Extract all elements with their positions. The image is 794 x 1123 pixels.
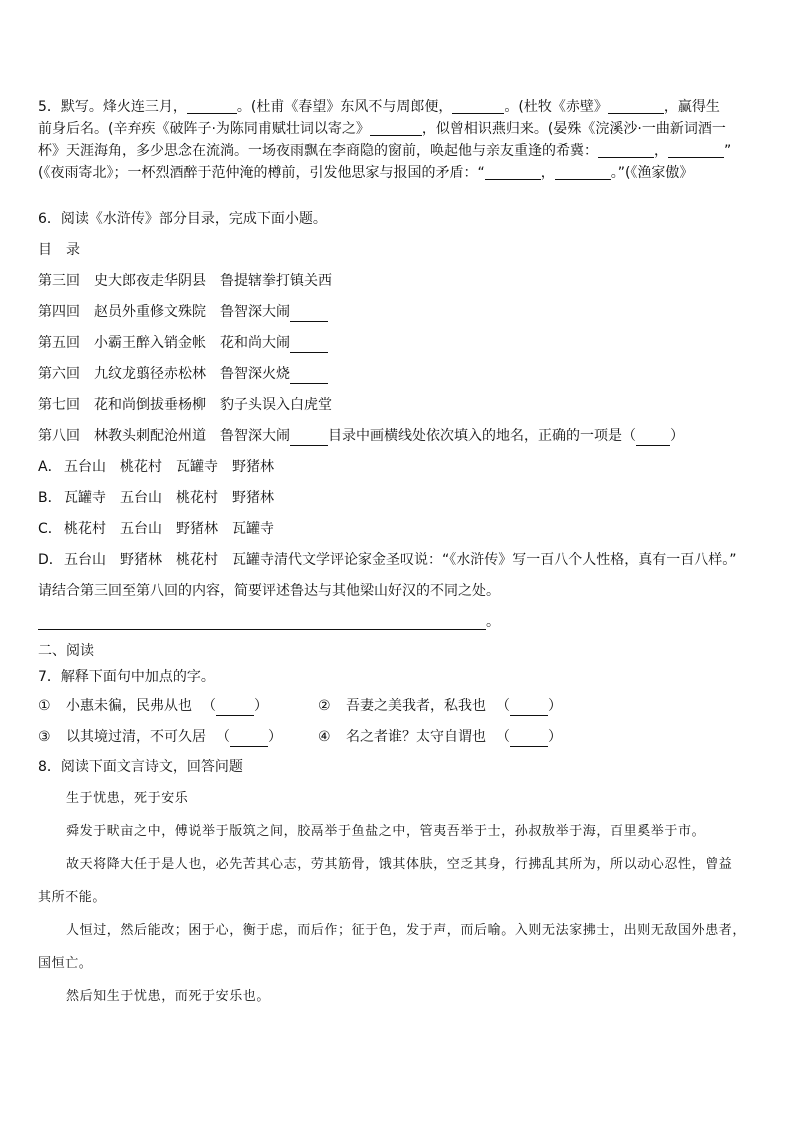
toc-row-with-question <box>38 421 758 452</box>
option-c[interactable] <box>38 514 758 545</box>
toc-row <box>38 390 758 421</box>
passage-paragraph: 人恒过，然后能改；困于心，衡于虑，而后作；征于色，发于声，而后喻。入则无法家拂士，出则无敌国外患者， <box>66 923 747 938</box>
toc-row <box>38 297 758 328</box>
toc-chapter-title-2: 鲁提辖拳打镇关西 <box>220 273 332 289</box>
option-label: C． <box>38 521 62 537</box>
passage-paragraph: 然后知生于忧患，而死于安乐也。 <box>66 989 271 1004</box>
item-number: ① <box>38 698 51 714</box>
option-text: 五台山 野猪林 桃花村 瓦罐寺清代文学评论家金圣叹说：“《水浒传》写一百八个人性格，真有一百八样。” <box>64 552 737 568</box>
q5-blank[interactable] <box>370 121 422 136</box>
item-text: 名之者谁？太守自谓也 <box>346 729 486 745</box>
q7-row <box>38 722 758 753</box>
toc-chapter-number: 第七回 <box>38 397 80 413</box>
q6-intro: 6．阅读《水浒传》部分目录，完成下面小题。 <box>38 211 327 227</box>
q5-text: ” <box>724 143 732 159</box>
toc-row <box>38 359 758 390</box>
toc-chapter-title-1: 九纹龙翦径赤松林 <box>94 366 206 382</box>
toc-chapter-title-2: 花和尚大闹 <box>220 335 290 351</box>
passage-paragraph-continued: 国恒亡。 <box>38 956 93 971</box>
answer-blank[interactable] <box>38 615 486 630</box>
toc-blank[interactable] <box>290 307 328 322</box>
exam-page <box>38 96 758 1013</box>
paren-open: （ <box>496 698 510 714</box>
toc-row <box>38 328 758 359</box>
paren-close: ） <box>254 698 268 714</box>
paren-close: ） <box>548 729 562 745</box>
section-title: 二、阅读 <box>38 643 94 659</box>
toc-chapter-number: 第六回 <box>38 366 80 382</box>
paren-close: ） <box>268 729 282 745</box>
item-number: ④ <box>318 729 331 745</box>
q7-item <box>38 722 318 753</box>
q5-text: 杯》天涯海角，多少思念在流淌。一场夜雨飘在李商隐的窗前，唤起他与亲友重逢的希冀： <box>38 143 598 159</box>
q7-intro: 7．解释下面句中加点的字。 <box>38 669 215 685</box>
q5-blank[interactable] <box>485 165 541 180</box>
passage-paragraph: 舜发于畎亩之中，傅说举于版筑之间，胶鬲举于鱼盐之中，管夷吾举于士，孙叔敖举于海，百里奚举于市。 <box>66 824 706 839</box>
option-b[interactable] <box>38 483 758 514</box>
toc-chapter-title-1: 史大郎夜走华阴县 <box>94 273 206 289</box>
toc-chapter-title-1: 赵员外重修文殊院 <box>94 304 206 320</box>
question-5 <box>38 96 758 184</box>
answer-blank[interactable] <box>510 701 548 716</box>
item-number: ② <box>318 698 331 714</box>
q5-text: ，赢得生 <box>663 99 720 115</box>
toc-chapter-number: 第八回 <box>38 428 80 444</box>
q7-row <box>38 691 758 722</box>
item-text: 吾妻之美我者，私我也 <box>346 698 486 714</box>
option-label: A． <box>38 459 62 475</box>
q5-blank[interactable] <box>555 165 611 180</box>
q5-line-3 <box>38 140 758 162</box>
answer-period: 。 <box>486 614 500 630</box>
passage-title: 生于忧患，死于安乐 <box>66 791 189 806</box>
option-text: 桃花村 五台山 野猪林 瓦罐寺 <box>64 521 274 537</box>
question-6 <box>38 204 758 638</box>
paren-open: （ <box>496 729 510 745</box>
passage-paragraph-continued: 其所不能。 <box>38 890 107 905</box>
q5-line-4 <box>38 162 758 184</box>
q5-blank[interactable] <box>668 143 724 158</box>
q5-line-2 <box>38 118 758 140</box>
toc-blank[interactable] <box>290 431 328 446</box>
item-text: 以其境过清，不可久居 <box>66 729 206 745</box>
question-8 <box>38 753 758 1013</box>
option-label: D． <box>38 552 63 568</box>
toc-chapter-title-1: 花和尚倒拔垂杨柳 <box>94 397 206 413</box>
toc-chapter-title-2: 鲁智深火烧 <box>220 366 290 382</box>
q5-blank[interactable] <box>452 99 504 114</box>
q5-text: ，似曾相识燕归来。(晏殊《浣溪沙·一曲新词酒一 <box>421 121 726 137</box>
q6-paren-close: ） <box>670 428 684 444</box>
q6-follow-up: 请结合第三回至第八回的内容，简要评述鲁达与其他梁山好汉的不同之处。 <box>38 583 500 599</box>
option-d[interactable] <box>38 545 758 576</box>
q5-text: ， <box>654 143 668 159</box>
q5-text: 。”(《渔家傲》 <box>610 165 694 181</box>
answer-blank[interactable] <box>230 732 268 747</box>
paren-open: （ <box>202 698 216 714</box>
toc-chapter-title-2: 鲁智深大闹 <box>220 304 290 320</box>
passage-paragraph: 故天将降大任于是人也，必先苦其心志，劳其筋骨，饿其体肤，空乏其身，行拂乱其所为，所以动心忍性，曾益 <box>66 857 733 872</box>
toc-chapter-number: 第三回 <box>38 273 80 289</box>
toc-row <box>38 266 758 297</box>
q5-blank[interactable] <box>598 143 654 158</box>
q5-text: (《夜雨寄北》；一杯烈酒醉于范仲淹的樽前，引发他思家与报国的矛盾：“ <box>38 165 485 181</box>
q6-answer-line <box>38 607 758 638</box>
q5-text: 前身后名。(辛弃疾《破阵子·为陈同甫赋壮词以寄之》 <box>38 121 370 137</box>
toc-chapter-title-1: 小霸王醉入销金帐 <box>94 335 206 351</box>
q7-item <box>318 691 598 722</box>
paren-close: ） <box>548 698 562 714</box>
option-text: 五台山 桃花村 瓦罐寺 野猪林 <box>64 459 274 475</box>
toc-chapter-title-2: 鲁智深大闹 <box>220 428 290 444</box>
q5-blank[interactable] <box>187 99 237 114</box>
answer-blank[interactable] <box>510 732 548 747</box>
q5-blank[interactable] <box>608 99 664 114</box>
toc-chapter-number: 第四回 <box>38 304 80 320</box>
toc-chapter-number: 第五回 <box>38 335 80 351</box>
q6-question: 目录中画横线处依次填入的地名，正确的一项是（ <box>328 428 636 444</box>
item-number: ③ <box>38 729 51 745</box>
choice-answer-blank[interactable] <box>636 431 670 446</box>
option-a[interactable] <box>38 452 758 483</box>
q5-text: 5．默写。烽火连三月， <box>38 99 187 115</box>
q5-text: 。(杜牧《赤壁》 <box>504 99 608 115</box>
q5-text: ， <box>540 165 555 181</box>
toc-blank[interactable] <box>290 338 328 353</box>
q5-text: 。(杜甫《春望》东风不与周郎便， <box>236 99 453 115</box>
q8-intro: 8．阅读下面文言诗文，回答问题 <box>38 759 243 775</box>
item-text: 小惠未徧，民弗从也 <box>66 698 192 714</box>
toc-title: 目 录 <box>38 242 80 258</box>
option-label: B． <box>38 490 62 506</box>
option-text: 瓦罐寺 五台山 桃花村 野猪林 <box>64 490 274 506</box>
q7-item <box>318 722 598 753</box>
toc-chapter-title-2: 豹子头误入白虎堂 <box>220 397 332 413</box>
q5-line-1 <box>38 96 758 118</box>
answer-blank[interactable] <box>216 701 254 716</box>
toc-blank[interactable] <box>290 369 328 384</box>
question-7 <box>38 664 758 753</box>
q7-item <box>38 691 318 722</box>
toc-chapter-title-1: 林教头刺配沧州道 <box>94 428 206 444</box>
paren-open: （ <box>216 729 230 745</box>
